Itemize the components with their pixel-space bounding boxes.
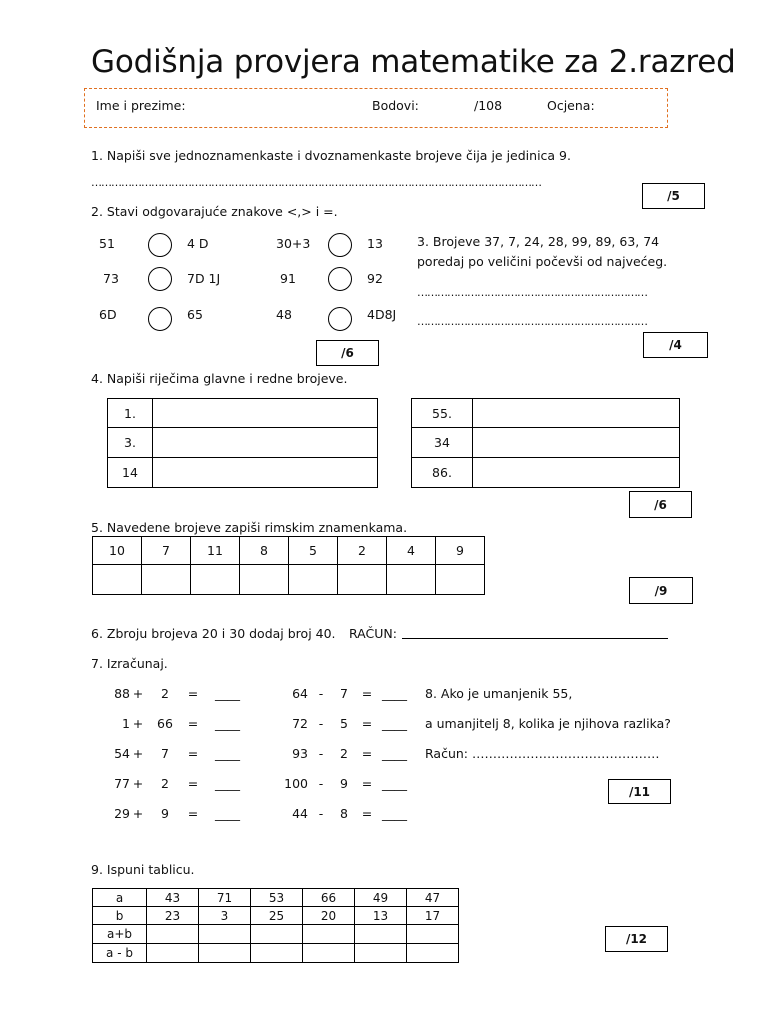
q5-number: 11 xyxy=(191,537,240,565)
q7-right-r1-answer-blank[interactable]: ____ xyxy=(382,686,407,701)
q7-left-r3-token: 54 xyxy=(114,746,130,761)
q4-left-num: 1. xyxy=(108,399,153,428)
q7-left-r2-token: = xyxy=(187,716,199,731)
q5-answer-cell[interactable] xyxy=(191,565,240,595)
q5-answer-cell[interactable] xyxy=(387,565,436,595)
q7-text: 7. Izračunaj. xyxy=(91,656,168,671)
q7-right-r5-token: - xyxy=(318,806,324,821)
grade-label: Ocjena: xyxy=(547,98,595,113)
q9-answer-cell[interactable] xyxy=(251,944,303,963)
q5-number: 9 xyxy=(436,537,485,565)
q4-left-answer[interactable] xyxy=(153,399,378,428)
q7-left-r1-token: 2 xyxy=(161,686,169,701)
q9-cell: 3 xyxy=(199,907,251,925)
q3-score-box: /4 xyxy=(643,332,708,358)
q9-row-label: a xyxy=(93,889,147,907)
q7-left-r2-token: + xyxy=(132,716,144,731)
q7-left-r1-token: 88 xyxy=(114,686,130,701)
q7-right-r5-token: 44 xyxy=(292,806,308,821)
q7-left-r4-token: = xyxy=(187,776,199,791)
q9-answer-cell[interactable] xyxy=(355,925,407,944)
q7-right-r3-token: 2 xyxy=(340,746,348,761)
q9-answer-cell[interactable] xyxy=(147,925,199,944)
q7-right-r4-answer-blank[interactable]: ____ xyxy=(382,776,407,791)
name-label: Ime i prezime: xyxy=(96,98,186,113)
q9-cell: 66 xyxy=(303,889,355,907)
q1-score-box: /5 xyxy=(642,183,705,209)
q6-answer-line[interactable] xyxy=(402,638,668,639)
q7-right-r2-token: 5 xyxy=(340,716,348,731)
q9-row-label: b xyxy=(93,907,147,925)
q9-cell: 47 xyxy=(407,889,459,907)
q5-answer-cell[interactable] xyxy=(289,565,338,595)
q2-r3-d: 4D8J xyxy=(367,307,397,322)
q4-text: 4. Napiši riječima glavne i redne brojeve. xyxy=(91,371,348,386)
q8-line3: Račun: ……………………………………… xyxy=(425,746,660,761)
q5-table xyxy=(92,536,485,595)
q6-racun-label: RAČUN: xyxy=(349,626,397,641)
q2-r1-d: 13 xyxy=(367,236,383,251)
q1-answer-line: ……………………………………………………………………………………………………………………… xyxy=(91,176,541,189)
q9-cell: 43 xyxy=(147,889,199,907)
q7-left-r2-token: 1 xyxy=(122,716,130,731)
q8-line2: a umanjitelj 8, kolika je njihova razlika? xyxy=(425,716,671,731)
q2-r2-circle-1[interactable] xyxy=(148,267,172,291)
q9-answer-cell[interactable] xyxy=(251,925,303,944)
q9-answer-cell[interactable] xyxy=(303,925,355,944)
q5-number: 10 xyxy=(93,537,142,565)
q7-right-r2-token: = xyxy=(361,716,373,731)
q7-right-r1-token: 7 xyxy=(340,686,348,701)
q4-score-box: /6 xyxy=(629,491,692,518)
q9-row-label: a+b xyxy=(93,925,147,944)
q4-right-table xyxy=(411,398,680,488)
q9-answer-cell[interactable] xyxy=(199,944,251,963)
q5-answer-cell[interactable] xyxy=(240,565,289,595)
q9-cell: 49 xyxy=(355,889,407,907)
q4-right-num: 86. xyxy=(412,458,473,488)
q7-right-r4-token: = xyxy=(361,776,373,791)
q7-right-r3-answer-blank[interactable]: ____ xyxy=(382,746,407,761)
q7-left-r5-token: + xyxy=(132,806,144,821)
q2-r2-circle-2[interactable] xyxy=(328,267,352,291)
q2-text: 2. Stavi odgovarajuće znakove <,> i =. xyxy=(91,204,338,219)
q6-text: 6. Zbroju brojeva 20 i 30 dodaj broj 40. xyxy=(91,626,336,641)
q4-left-answer[interactable] xyxy=(153,428,378,458)
q7-left-r4-token: + xyxy=(132,776,144,791)
q7-left-r1-answer-blank[interactable]: ____ xyxy=(215,686,240,701)
q5-answer-cell[interactable] xyxy=(142,565,191,595)
q9-cell: 53 xyxy=(251,889,303,907)
q2-r3-circle-1[interactable] xyxy=(148,307,172,331)
q2-score-box: /6 xyxy=(316,340,379,366)
q7-right-r1-token: - xyxy=(318,686,324,701)
q7-left-r5-token: 29 xyxy=(114,806,130,821)
q7-left-r1-token: = xyxy=(187,686,199,701)
q3-answer-line-1: …………………………………………………………… xyxy=(417,286,647,299)
q4-right-answer[interactable] xyxy=(473,458,680,488)
q7-right-r2-answer-blank[interactable]: ____ xyxy=(382,716,407,731)
q9-answer-cell[interactable] xyxy=(355,944,407,963)
q7-left-r2-token: 66 xyxy=(157,716,173,731)
q2-r2-d: 92 xyxy=(367,271,383,286)
q7-left-r5-answer-blank[interactable]: ____ xyxy=(215,806,240,821)
q9-answer-cell[interactable] xyxy=(147,944,199,963)
q5-answer-cell[interactable] xyxy=(436,565,485,595)
q9-answer-cell[interactable] xyxy=(407,925,459,944)
q2-r2-c: 91 xyxy=(280,271,296,286)
q3-line2: poredaj po veličini počevši od najvećeg. xyxy=(417,254,668,269)
q4-left-table xyxy=(107,398,378,488)
q7-left-r2-answer-blank[interactable]: ____ xyxy=(215,716,240,731)
q7-left-r5-token: = xyxy=(187,806,199,821)
q9-cell: 20 xyxy=(303,907,355,925)
q4-right-answer[interactable] xyxy=(473,399,680,428)
q7-right-r3-token: - xyxy=(318,746,324,761)
q4-right-num: 55. xyxy=(412,399,473,428)
q5-number: 7 xyxy=(142,537,191,565)
q7-score-box: /11 xyxy=(608,779,671,804)
q7-left-r5-token: 9 xyxy=(161,806,169,821)
q8-line1: 8. Ako je umanjenik 55, xyxy=(425,686,573,701)
q7-left-r4-answer-blank[interactable]: ____ xyxy=(215,776,240,791)
q7-right-r4-token: - xyxy=(318,776,324,791)
q3-line1: 3. Brojeve 37, 7, 24, 28, 99, 89, 63, 74 xyxy=(417,234,660,249)
q2-r3-circle-2[interactable] xyxy=(328,307,352,331)
q7-right-r1-token: = xyxy=(361,686,373,701)
q9-answer-cell[interactable] xyxy=(199,925,251,944)
q5-number: 2 xyxy=(338,537,387,565)
q5-number: 4 xyxy=(387,537,436,565)
q3-answer-line-2: …………………………………………………………… xyxy=(417,315,647,328)
q7-left-r3-token: 7 xyxy=(161,746,169,761)
q2-r3-b: 65 xyxy=(187,307,203,322)
q7-left-r1-token: + xyxy=(132,686,144,701)
q2-r3-c: 48 xyxy=(276,307,292,322)
q9-cell: 25 xyxy=(251,907,303,925)
q5-number: 5 xyxy=(289,537,338,565)
q2-r1-c: 30+3 xyxy=(276,236,311,251)
page-title: Godišnja provjera matematike za 2.razred xyxy=(91,44,736,80)
q4-left-answer[interactable] xyxy=(153,458,378,488)
q4-right-num: 34 xyxy=(412,428,473,458)
q9-text: 9. Ispuni tablicu. xyxy=(91,862,195,877)
q2-r1-b: 4 D xyxy=(187,236,209,251)
q9-score-box: /12 xyxy=(605,926,668,952)
q2-r1-circle-2[interactable] xyxy=(328,233,352,257)
q4-left-num: 14 xyxy=(108,458,153,488)
q2-r3-a: 6D xyxy=(99,307,117,322)
q4-right-answer[interactable] xyxy=(473,428,680,458)
q7-right-r5-answer-blank[interactable]: ____ xyxy=(382,806,407,821)
q9-cell: 23 xyxy=(147,907,199,925)
q2-r1-a: 51 xyxy=(99,236,115,251)
q9-cell: 71 xyxy=(199,889,251,907)
q7-left-r3-answer-blank[interactable]: ____ xyxy=(215,746,240,761)
q2-r2-b: 7D 1J xyxy=(187,271,221,286)
q7-left-r3-token: + xyxy=(132,746,144,761)
q5-text: 5. Navedene brojeve zapiši rimskim znamenkama. xyxy=(91,520,408,535)
q2-r2-a: 73 xyxy=(103,271,119,286)
q5-score-box: /9 xyxy=(629,577,693,604)
q5-answer-cell[interactable] xyxy=(93,565,142,595)
q7-right-r5-token: = xyxy=(361,806,373,821)
q7-left-r4-token: 2 xyxy=(161,776,169,791)
q7-right-r5-token: 8 xyxy=(340,806,348,821)
q9-row-label: a - b xyxy=(93,944,147,963)
q7-left-r3-token: = xyxy=(187,746,199,761)
q7-left-r4-token: 77 xyxy=(114,776,130,791)
q7-right-r2-token: 72 xyxy=(292,716,308,731)
q5-number: 8 xyxy=(240,537,289,565)
q7-right-r3-token: 93 xyxy=(292,746,308,761)
q4-left-num: 3. xyxy=(108,428,153,458)
q7-right-r2-token: - xyxy=(318,716,324,731)
points-label: Bodovi: xyxy=(372,98,419,113)
q5-answer-cell[interactable] xyxy=(338,565,387,595)
q9-table xyxy=(92,888,459,963)
q7-right-r3-token: = xyxy=(361,746,373,761)
points-total: /108 xyxy=(474,98,503,113)
q9-cell: 17 xyxy=(407,907,459,925)
q9-answer-cell[interactable] xyxy=(407,944,459,963)
q9-answer-cell[interactable] xyxy=(303,944,355,963)
q7-right-r1-token: 64 xyxy=(292,686,308,701)
q2-r1-circle-1[interactable] xyxy=(148,233,172,257)
q1-text: 1. Napiši sve jednoznamenkaste i dvoznamenkaste brojeve čija je jedinica 9. xyxy=(91,148,571,163)
q7-right-r4-token: 100 xyxy=(284,776,308,791)
q7-right-r4-token: 9 xyxy=(340,776,348,791)
q9-cell: 13 xyxy=(355,907,407,925)
